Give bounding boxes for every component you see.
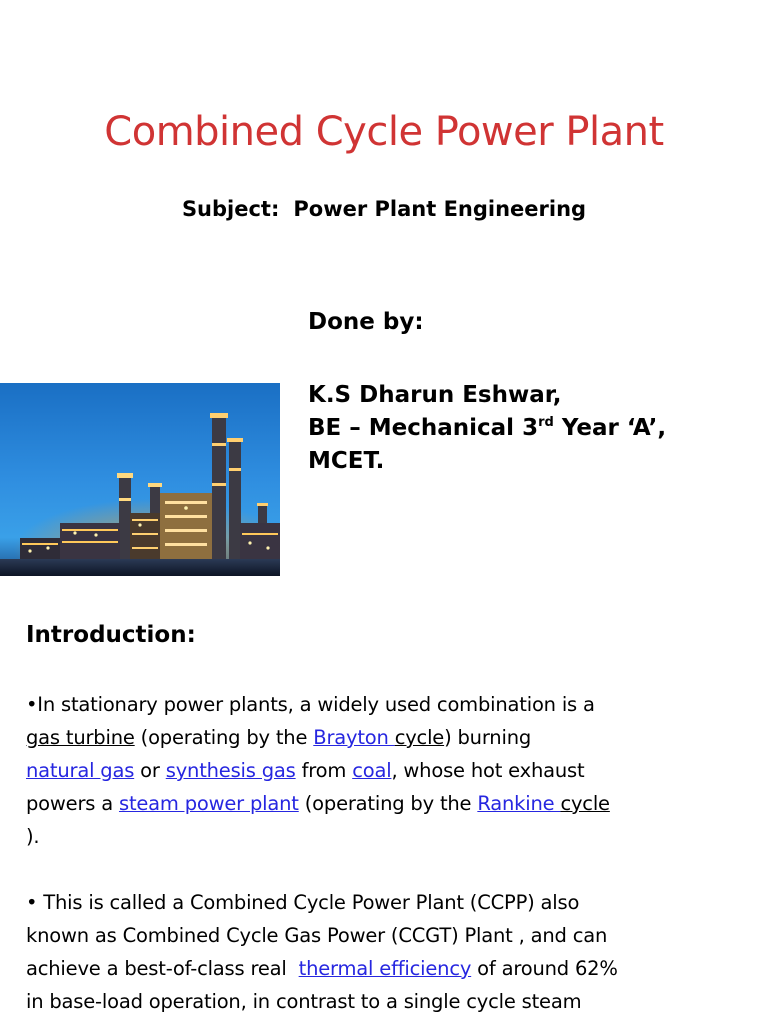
- natural-gas-link[interactable]: natural gas: [26, 759, 135, 782]
- text-span: powers a: [26, 792, 119, 815]
- subject-value: Power Plant Engineering: [293, 197, 587, 221]
- text-span: known as Combined Cycle Gas Power (CCGT) Plant , and can: [26, 924, 608, 947]
- course-suffix: Year ‘A’,: [553, 415, 667, 441]
- course-prefix: BE – Mechanical 3: [308, 415, 539, 441]
- author-name: K.S Dharun Eshwar,: [308, 382, 562, 408]
- paragraph-2: [26, 886, 736, 1018]
- done-by-label: Done by:: [308, 309, 424, 335]
- cycle-link-2[interactable]: cycle: [560, 792, 610, 815]
- text-span: in base-load operation, in contrast to a single cycle steam: [26, 990, 582, 1013]
- subject-line: [0, 194, 768, 224]
- introduction-body: [26, 688, 736, 1018]
- author-block: [308, 306, 748, 478]
- paragraph-1: [26, 688, 736, 853]
- rankine-link[interactable]: Rankine: [477, 792, 561, 815]
- text-span: (operating by the: [298, 792, 478, 815]
- page-title: Combined Cycle Power Plant: [104, 109, 664, 155]
- text-span: (operating by the: [134, 726, 314, 749]
- subject-label: Subject:: [181, 197, 280, 221]
- gas-turbine-link[interactable]: gas turbine: [26, 726, 135, 749]
- text-span: or: [134, 759, 166, 782]
- synthesis-gas-link[interactable]: synthesis gas: [165, 759, 296, 782]
- course-sup: rd: [538, 415, 554, 430]
- text-span: of around 62%: [471, 957, 618, 980]
- text-span: achieve a best-of-class real: [26, 957, 299, 980]
- cycle-link-1[interactable]: cycle: [394, 726, 445, 749]
- text-span: ) burning: [444, 726, 532, 749]
- thermal-efficiency-link[interactable]: thermal efficiency: [298, 957, 472, 980]
- text-span: from: [295, 759, 353, 782]
- text-span: ).: [26, 825, 40, 848]
- power-plant-photo: [0, 383, 280, 576]
- author-college: MCET.: [308, 448, 385, 474]
- author-course: [308, 412, 748, 445]
- brayton-link[interactable]: Brayton: [313, 726, 395, 749]
- text-span: •In stationary power plants, a widely used combination is a: [26, 693, 595, 716]
- text-span: , whose hot exhaust: [391, 759, 585, 782]
- introduction-heading: Introduction:: [26, 622, 196, 648]
- steam-power-plant-link[interactable]: steam power plant: [118, 792, 299, 815]
- coal-link[interactable]: coal: [352, 759, 392, 782]
- text-span: • This is called a Combined Cycle Power Plant (CCPP) also: [26, 891, 580, 914]
